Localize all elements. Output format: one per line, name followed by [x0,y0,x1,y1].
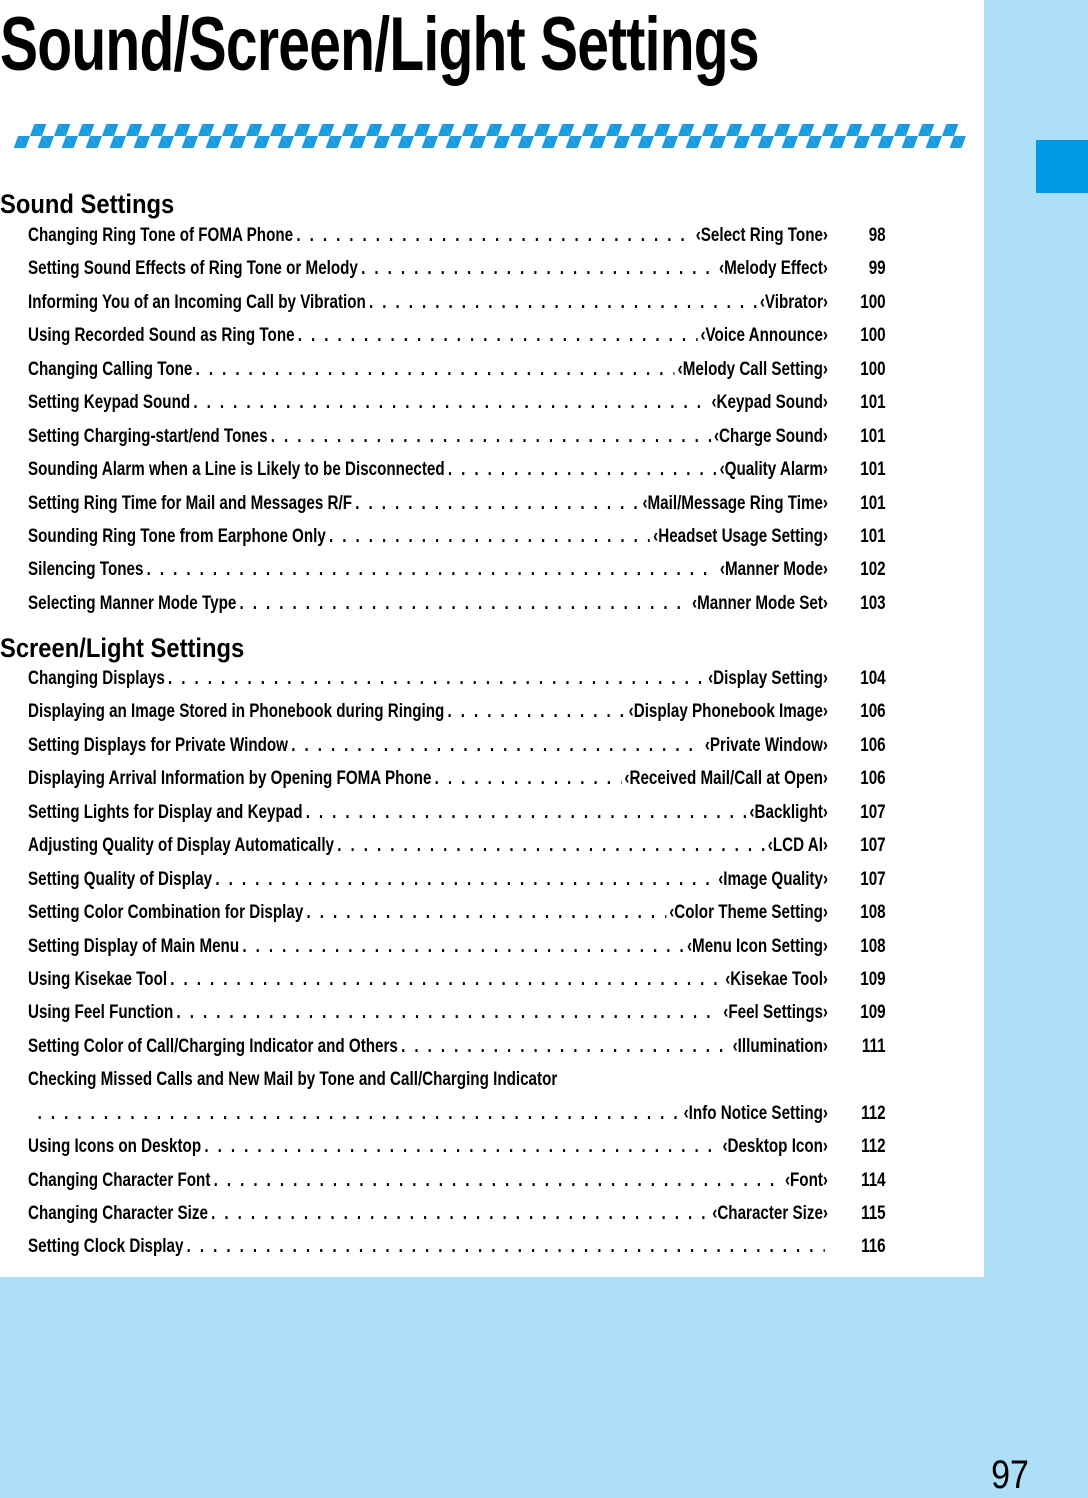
toc-item-title: Using Icons on Desktop [28,1136,202,1158]
leader-dots [355,487,639,520]
toc-item-page: 109 [860,968,886,990]
toc-item[interactable] [28,829,942,862]
toc-item-title: Using Feel Function [28,1002,174,1024]
toc-item-page: 101 [860,425,886,447]
toc-item-page: 101 [860,492,886,514]
toc-item-title: Using Recorded Sound as Ring Tone [28,325,295,347]
leader-dots [369,286,757,319]
toc-item-page: 108 [860,935,886,957]
toc-item-title: Changing Character Font [28,1169,211,1191]
toc-item-title: Setting Quality of Display [28,868,213,890]
leader-dots [170,963,722,996]
leader-dots [448,453,717,486]
toc-item-page: 101 [860,525,886,547]
leader-dots [38,1097,681,1130]
toc-item-page: 100 [860,291,886,313]
toc-item-title: Informing You of an Incoming Call by Vibration [28,291,366,313]
toc-item[interactable] [28,695,942,728]
toc-item-page: 107 [860,868,886,890]
toc-list-screen-light [28,662,942,1264]
toc-item-multiline-second-line[interactable] [28,1097,942,1130]
toc-item-feature: ‹Voice Announce› [700,325,828,347]
toc-item-feature: ‹LCD AI› [767,835,828,857]
toc-item-feature: ‹Display Phonebook Image› [628,701,828,723]
leader-dots [214,1164,782,1197]
page-title: Sound/Screen/Light Settings [0,2,759,87]
toc-item-feature: ‹Image Quality› [718,868,828,890]
toc-item[interactable] [28,520,942,553]
toc-item[interactable] [28,996,942,1029]
toc-item-page: 106 [860,701,886,723]
toc-item-feature: ‹Font› [784,1169,828,1191]
toc-item[interactable] [28,930,942,963]
toc-item-title: Setting Clock Display [28,1236,184,1258]
toc-item[interactable] [28,963,942,996]
toc-item[interactable] [28,487,942,520]
toc-item-title: Setting Ring Time for Mail and Messages R/F [28,492,353,514]
toc-item-feature: ‹Manner Mode Set› [692,592,828,614]
toc-item[interactable] [28,587,942,620]
toc-item-page: 106 [860,734,886,756]
toc-item[interactable] [28,796,942,829]
toc-item-title: Setting Sound Effects of Ring Tone or Melody [28,258,358,280]
toc-item-page: 100 [860,325,886,347]
toc-item-page: 104 [860,668,886,689]
toc-item-feature: ‹Vibrator› [759,291,828,313]
toc-item-feature: ‹Kisekae Tool› [725,968,828,990]
toc-item[interactable] [28,1164,942,1197]
toc-item-title: Using Kisekae Tool [28,968,168,990]
toc-item-feature: ‹Keypad Sound› [711,392,828,414]
toc-item-multiline-first-line[interactable] [28,1063,942,1096]
leader-dots [204,1130,719,1163]
toc-list-sound [28,219,942,620]
toc-item-title: Changing Calling Tone [28,358,193,380]
toc-item-title: Displaying Arrival Information by Opening FOMA Phone [28,768,432,790]
toc-item-page: 101 [860,459,886,481]
toc-item-feature: ‹Illumination› [732,1035,828,1057]
leader-dots [147,553,717,586]
toc-item-page: 107 [860,801,886,823]
leader-dots [337,829,764,862]
toc-item-page: 111 [861,1035,886,1057]
chapter-tab-marker [1036,140,1088,193]
toc-item[interactable] [28,286,942,319]
toc-item[interactable] [28,1130,942,1163]
toc-item-title: Silencing Tones [28,559,144,581]
toc-item-title: Setting Displays for Private Window [28,734,288,756]
toc-item-title: Setting Charging-start/end Tones [28,425,268,447]
toc-item-page: 99 [868,258,886,280]
toc-item-feature: ‹Melody Effect› [719,258,828,280]
toc-item-page: 101 [860,392,886,414]
toc-item[interactable] [28,1197,942,1230]
toc-item-feature: ‹Melody Call Setting› [677,358,828,380]
toc-item-feature: ‹Display Setting› [708,668,828,689]
toc-item-feature: ‹Select Ring Tone› [695,225,828,246]
toc-item[interactable] [28,353,942,386]
toc-item-page: 100 [860,358,886,380]
leader-dots [291,729,701,762]
leader-dots [196,353,675,386]
leader-dots [298,319,697,352]
leader-dots [361,252,716,285]
toc-item-feature: ‹Feel Settings› [723,1002,828,1024]
section-heading-screen-light: Screen/Light Settings [0,633,245,663]
page-number: 97 [991,1453,1029,1497]
leader-dots [329,520,650,553]
toc-item-feature: ‹Desktop Icon› [722,1136,828,1158]
leader-dots [296,219,692,252]
leader-dots [435,762,622,795]
toc-item-page: 106 [860,768,886,790]
leader-dots [271,420,711,453]
toc-item-title: Displaying an Image Stored in Phonebook during Ringing [28,701,445,723]
leader-dots [211,1197,709,1230]
toc-item[interactable] [28,896,942,929]
toc-item-title: Sounding Alarm when a Line is Likely to be Disconnected [28,459,445,481]
toc-item[interactable] [28,386,942,419]
toc-item-title: Setting Keypad Sound [28,392,191,414]
toc-item-page: 108 [860,902,886,924]
toc-item-feature: ‹Color Theme Setting› [669,902,828,924]
toc-item-page: 98 [868,225,886,246]
toc-item-feature: ‹Info Notice Setting› [683,1102,828,1124]
toc-item-page: 112 [861,1102,886,1124]
section-heading-sound: Sound Settings [0,189,175,219]
toc-item-title: Setting Lights for Display and Keypad [28,801,303,823]
toc-item-feature: ‹Quality Alarm› [719,459,828,481]
toc-item-feature: ‹Received Mail/Call at Open› [624,768,828,790]
toc-item[interactable] [28,319,942,352]
leader-dots [215,863,715,896]
toc-item[interactable] [28,252,942,285]
toc-item-title: Setting Color of Call/Charging Indicator and Others [28,1035,398,1057]
toc-item-feature: ‹Private Window› [704,734,828,756]
toc-item-feature: ‹Charge Sound› [714,425,828,447]
checker-divider [14,124,971,148]
leader-dots [187,1230,825,1263]
leader-dots [193,386,708,419]
toc-item-feature: ‹Character Size› [712,1203,828,1224]
leader-dots [168,662,705,695]
toc-item[interactable] [28,863,942,896]
toc-item-page: 116 [861,1236,886,1258]
toc-item-page: 114 [861,1169,886,1191]
toc-item-title: Adjusting Quality of Display Automatically [28,835,335,857]
toc-item-feature: ‹Manner Mode› [719,559,828,581]
toc-item-title: Changing Displays [28,668,165,689]
leader-dots [242,930,683,963]
toc-item[interactable] [28,420,942,453]
toc-item-title: Setting Display of Main Menu [28,935,240,957]
toc-item[interactable] [28,762,942,795]
leader-dots [306,796,747,829]
toc-item-title: Changing Ring Tone of FOMA Phone [28,225,294,246]
toc-item[interactable] [28,553,942,586]
toc-item-page: 103 [860,592,886,614]
toc-item[interactable] [28,219,942,252]
toc-item-page: 115 [861,1203,886,1224]
toc-item-title: Selecting Manner Mode Type [28,592,237,614]
toc-item-page: 102 [860,559,886,581]
leader-dots [448,695,626,728]
toc-item-page: 107 [860,835,886,857]
toc-item[interactable] [28,453,942,486]
toc-item[interactable] [28,662,942,695]
leader-dots [307,896,667,929]
toc-item[interactable] [28,1230,942,1263]
toc-item-title: Sounding Ring Tone from Earphone Only [28,525,326,547]
leader-dots [240,587,689,620]
toc-item-feature: ‹Headset Usage Setting› [653,525,828,547]
toc-item-feature: ‹Menu Icon Setting› [686,935,828,957]
toc-item-page: 109 [860,1002,886,1024]
leader-dots [401,1030,729,1063]
toc-item[interactable] [28,1030,942,1063]
toc-item-feature: ‹Backlight› [749,801,828,823]
toc-item-title: Changing Character Size [28,1203,208,1224]
toc-item[interactable] [28,729,942,762]
toc-item-title: Setting Color Combination for Display [28,902,304,924]
toc-item-page: 112 [861,1136,886,1158]
toc-item-title: Checking Missed Calls and New Mail by Tone and Call/Charging Indicator [28,1069,558,1091]
leader-dots [176,996,720,1029]
toc-item-feature: ‹Mail/Message Ring Time› [642,492,828,514]
